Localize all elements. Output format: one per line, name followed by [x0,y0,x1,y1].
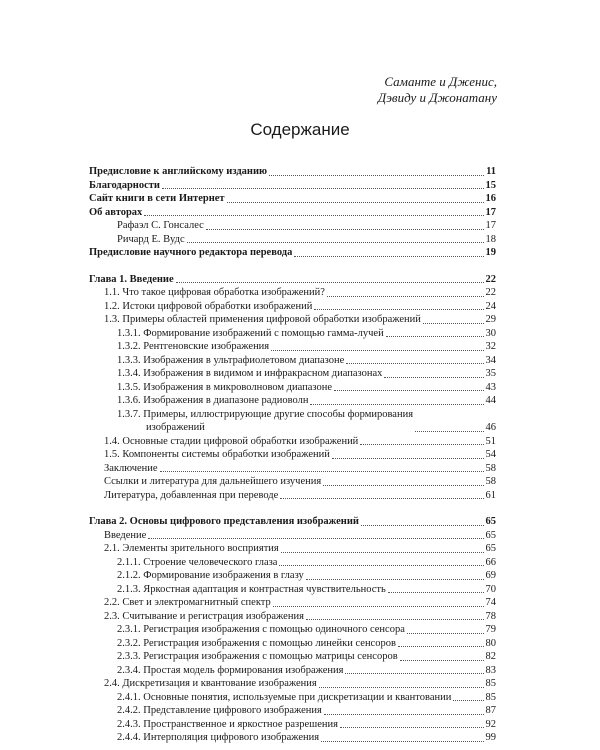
toc-entry-title: 1.3. Примеры областей применения цифровой обработки изображений [104,314,421,325]
toc-entry-title: 2.1.3. Яркостная адаптация и контрастная чувствительность [117,583,386,595]
toc-page-number: 65 [485,543,496,554]
toc-entry[interactable] [89,165,496,179]
toc-leader-dots [319,687,484,688]
toc-entry-title: 1.3.2. Рентгеновские изображения [117,341,270,352]
toc-entry[interactable] [89,637,496,651]
toc-entry-title: 1.1. Что такое цифровая обработка изображений? [104,287,325,298]
toc-leader-dots [453,700,483,701]
toc-entry[interactable] [89,704,496,718]
toc-page-number: 46 [485,422,496,433]
toc-entry[interactable] [89,731,496,745]
toc-entry[interactable] [89,313,496,327]
toc-entry-title: Введение [104,529,147,541]
toc-entry[interactable] [89,462,496,476]
toc-entry-title: 1.3.1. Формирование изображений с помощью гамма-лучей [117,327,384,339]
toc-entry[interactable] [89,300,496,314]
toc-leader-dots [407,633,484,634]
toc-leader-dots [162,188,484,189]
toc-entry[interactable] [89,664,496,678]
toc-entry-title: 2.3.3. Регистрация изображения с помощью матрицы сенсоров [117,651,398,662]
toc-entry-title: 1.4. Основные стадии цифровой обработки изображений [104,435,359,447]
toc-page-number: 99 [485,732,496,743]
toc-page-number: 22 [485,287,496,298]
toc-leader-dots [160,471,484,472]
toc-entry[interactable] [89,489,496,503]
toc-leader-dots [324,714,484,715]
toc-leader-dots [227,202,484,203]
toc-page-number: 83 [485,664,496,676]
toc-entry[interactable] [89,192,496,206]
toc-entry-title: 2.3.1. Регистрация изображения с помощью одиночного сенсора [117,624,405,635]
table-of-contents [89,165,496,745]
toc-entry[interactable] [89,529,496,543]
toc-entry[interactable] [89,286,496,300]
toc-page-number: 18 [485,233,496,245]
toc-page-number: 16 [485,193,496,204]
toc-entry[interactable] [89,394,496,408]
toc-entry-title: 2.1.2. Формирование изображения в глазу [117,570,304,581]
toc-leader-dots [306,579,484,580]
toc-page-number: 79 [485,624,496,635]
toc-leader-dots [323,485,483,486]
toc-page-number: 65 [485,529,496,541]
toc-entry-title: Заключение [104,462,158,474]
toc-leader-dots [176,282,484,283]
toc-entry[interactable] [89,515,496,529]
toc-page-number: 22 [485,273,496,285]
toc-entry[interactable] [89,327,496,341]
toc-entry[interactable] [89,623,496,637]
toc-page-number: 19 [485,247,496,258]
toc-entry-title: 2.4.2. Представление цифрового изображения [117,705,322,716]
toc-entry-title: 2.4. Дискретизация и квантование изображения [104,678,317,689]
toc-entry[interactable] [89,381,496,395]
toc-entry-title: Литература, добавленная при переводе [104,489,279,501]
toc-entry-title: Глава 2. Основы цифрового представления изображений [89,516,359,527]
toc-page-number: 17 [485,220,496,231]
toc-leader-dots [273,606,484,607]
page-title: Содержание [250,120,350,139]
toc-leader-dots [398,646,484,647]
toc-entry-title: Об авторах [89,206,143,218]
toc-page-number: 69 [485,570,496,581]
toc-page-number: 15 [485,179,496,191]
toc-leader-dots [346,363,483,364]
toc-entry-title: Сайт книги в сети Интернет [89,193,225,204]
toc-page-number: 61 [485,489,496,501]
toc-entry[interactable] [89,556,496,570]
toc-page-number: 87 [485,705,496,716]
toc-page-number: 32 [485,341,496,352]
toc-leader-dots [321,741,483,742]
toc-entry[interactable] [89,219,496,233]
toc-entry-title: 2.3. Считывание и регистрация изображения [104,610,304,622]
toc-entry-title: 2.1. Элементы зрительного восприятия [104,543,279,554]
toc-leader-dots [314,309,483,310]
toc-page-number: 17 [485,206,496,218]
toc-leader-dots [281,552,484,553]
toc-page-number: 74 [485,597,496,608]
toc-entry[interactable] [89,179,496,193]
toc-leader-dots [340,727,484,728]
toc-leader-dots [306,619,484,620]
toc-entry-title: 2.2. Свет и электромагнитный спектр [104,597,271,608]
toc-entry-title: 2.1.1. Строение человеческого глаза [117,556,278,568]
toc-entry-title: 2.4.1. Основные понятия, используемые при дискретизации и квантовании [117,691,452,703]
toc-entry-title: 1.3.6. Изображения в диапазоне радиоволн [117,395,309,406]
toc-entry[interactable] [89,246,496,260]
toc-entry[interactable] [89,583,496,597]
toc-page-number: 58 [485,462,496,474]
toc-leader-dots [415,431,483,432]
toc-page-number: 92 [485,718,496,730]
toc-leader-dots [206,229,484,230]
toc-leader-dots [280,498,483,499]
toc-entry[interactable] [89,354,496,368]
toc-page-number: 29 [485,314,496,325]
toc-entry-title: Предисловие научного редактора перевода [89,247,293,258]
section-gap [89,260,496,273]
toc-page-number: 82 [485,651,496,662]
toc-leader-dots [148,538,483,539]
toc-leader-dots [269,175,484,176]
toc-page-number: 80 [485,637,496,649]
toc-leader-dots [271,350,483,351]
toc-entry-title: 1.3.5. Изображения в микроволновом диапазоне [117,381,333,393]
toc-entry[interactable] [89,273,496,287]
toc-entry[interactable] [89,610,496,624]
toc-entry[interactable] [89,367,496,381]
toc-entry[interactable] [89,408,496,435]
toc-entry-title: 2.4.3. Пространственное и яркостное разрешения [117,718,338,730]
toc-entry-title: Ричард Е. Вудс [117,233,185,245]
toc-leader-dots [332,458,484,459]
toc-entry-title: Предисловие к английскому изданию [89,166,268,177]
toc-entry-title: 1.3.4. Изображения в видимом и инфракрасном диапазонах [117,368,383,379]
toc-leader-dots [384,377,483,378]
toc-page-number: 85 [485,678,496,689]
toc-entry-title: 1.3.3. Изображения в ультрафиолетовом диапазоне [117,354,345,366]
toc-entry-title: 2.4.4. Интерполяция цифрового изображения [117,732,320,743]
toc-page-number: 35 [485,368,496,379]
toc-leader-dots [386,336,484,337]
toc-entry-title: 1.2. Истоки цифровой обработки изображений [104,300,313,312]
toc-leader-dots [334,390,483,391]
toc-entry-title: 1.3.7. Примеры, иллюстрирующие другие способы формирования изображений [117,408,414,433]
toc-leader-dots [388,592,484,593]
toc-entry[interactable] [89,596,496,610]
toc-entry[interactable] [89,650,496,664]
section-gap [89,502,496,515]
dedication [378,74,497,106]
toc-entry[interactable] [89,233,496,247]
toc-page-number: 66 [485,556,496,568]
toc-page-number: 11 [486,166,496,177]
toc-entry[interactable] [89,435,496,449]
toc-entry[interactable] [89,340,496,354]
toc-page-number: 34 [485,354,496,366]
toc-entry[interactable] [89,569,496,583]
toc-entry-title: 1.5. Компоненты системы обработки изображений [104,449,330,460]
toc-leader-dots [294,256,483,257]
toc-leader-dots [144,215,483,216]
toc-entry[interactable] [89,542,496,556]
toc-page-number: 54 [485,449,496,460]
toc-leader-dots [345,673,483,674]
toc-entry[interactable] [89,677,496,691]
toc-page-number: 58 [485,476,496,487]
toc-leader-dots [360,444,483,445]
toc-entry[interactable] [89,718,496,732]
toc-leader-dots [310,404,483,405]
toc-page-number: 24 [485,300,496,312]
toc-leader-dots [361,525,484,526]
toc-leader-dots [279,565,483,566]
toc-entry-title: 2.3.4. Простая модель формирования изображения [117,664,344,676]
toc-entry-title: 2.3.2. Регистрация изображения с помощью линейки сенсоров [117,637,396,649]
toc-entry[interactable] [89,448,496,462]
toc-leader-dots [187,242,484,243]
toc-leader-dots [400,660,484,661]
dedication-line: Дэвиду и Джонатану [377,90,497,105]
toc-entry[interactable] [89,206,496,220]
toc-leader-dots [327,296,484,297]
toc-page-number: 30 [485,327,496,339]
toc-page-number: 65 [485,516,496,527]
toc-leader-dots [423,323,484,324]
toc-entry-title: Ссылки и литература для дальнейшего изучения [104,476,322,487]
toc-entry-title: Благодарности [89,179,160,191]
toc-page-number: 43 [485,381,496,393]
toc-page-number: 44 [485,395,496,406]
toc-entry-title: Рафаэл С. Гонсалес [117,220,204,231]
toc-page-number: 85 [485,691,496,703]
toc-entry[interactable] [89,691,496,705]
toc-entry-title: Глава 1. Введение [89,273,174,285]
dedication-line: Саманте и Дженис, [384,74,497,89]
toc-page-number: 70 [485,583,496,595]
toc-page-number: 51 [485,435,496,447]
toc-page-number: 78 [485,610,496,622]
toc-entry[interactable] [89,475,496,489]
